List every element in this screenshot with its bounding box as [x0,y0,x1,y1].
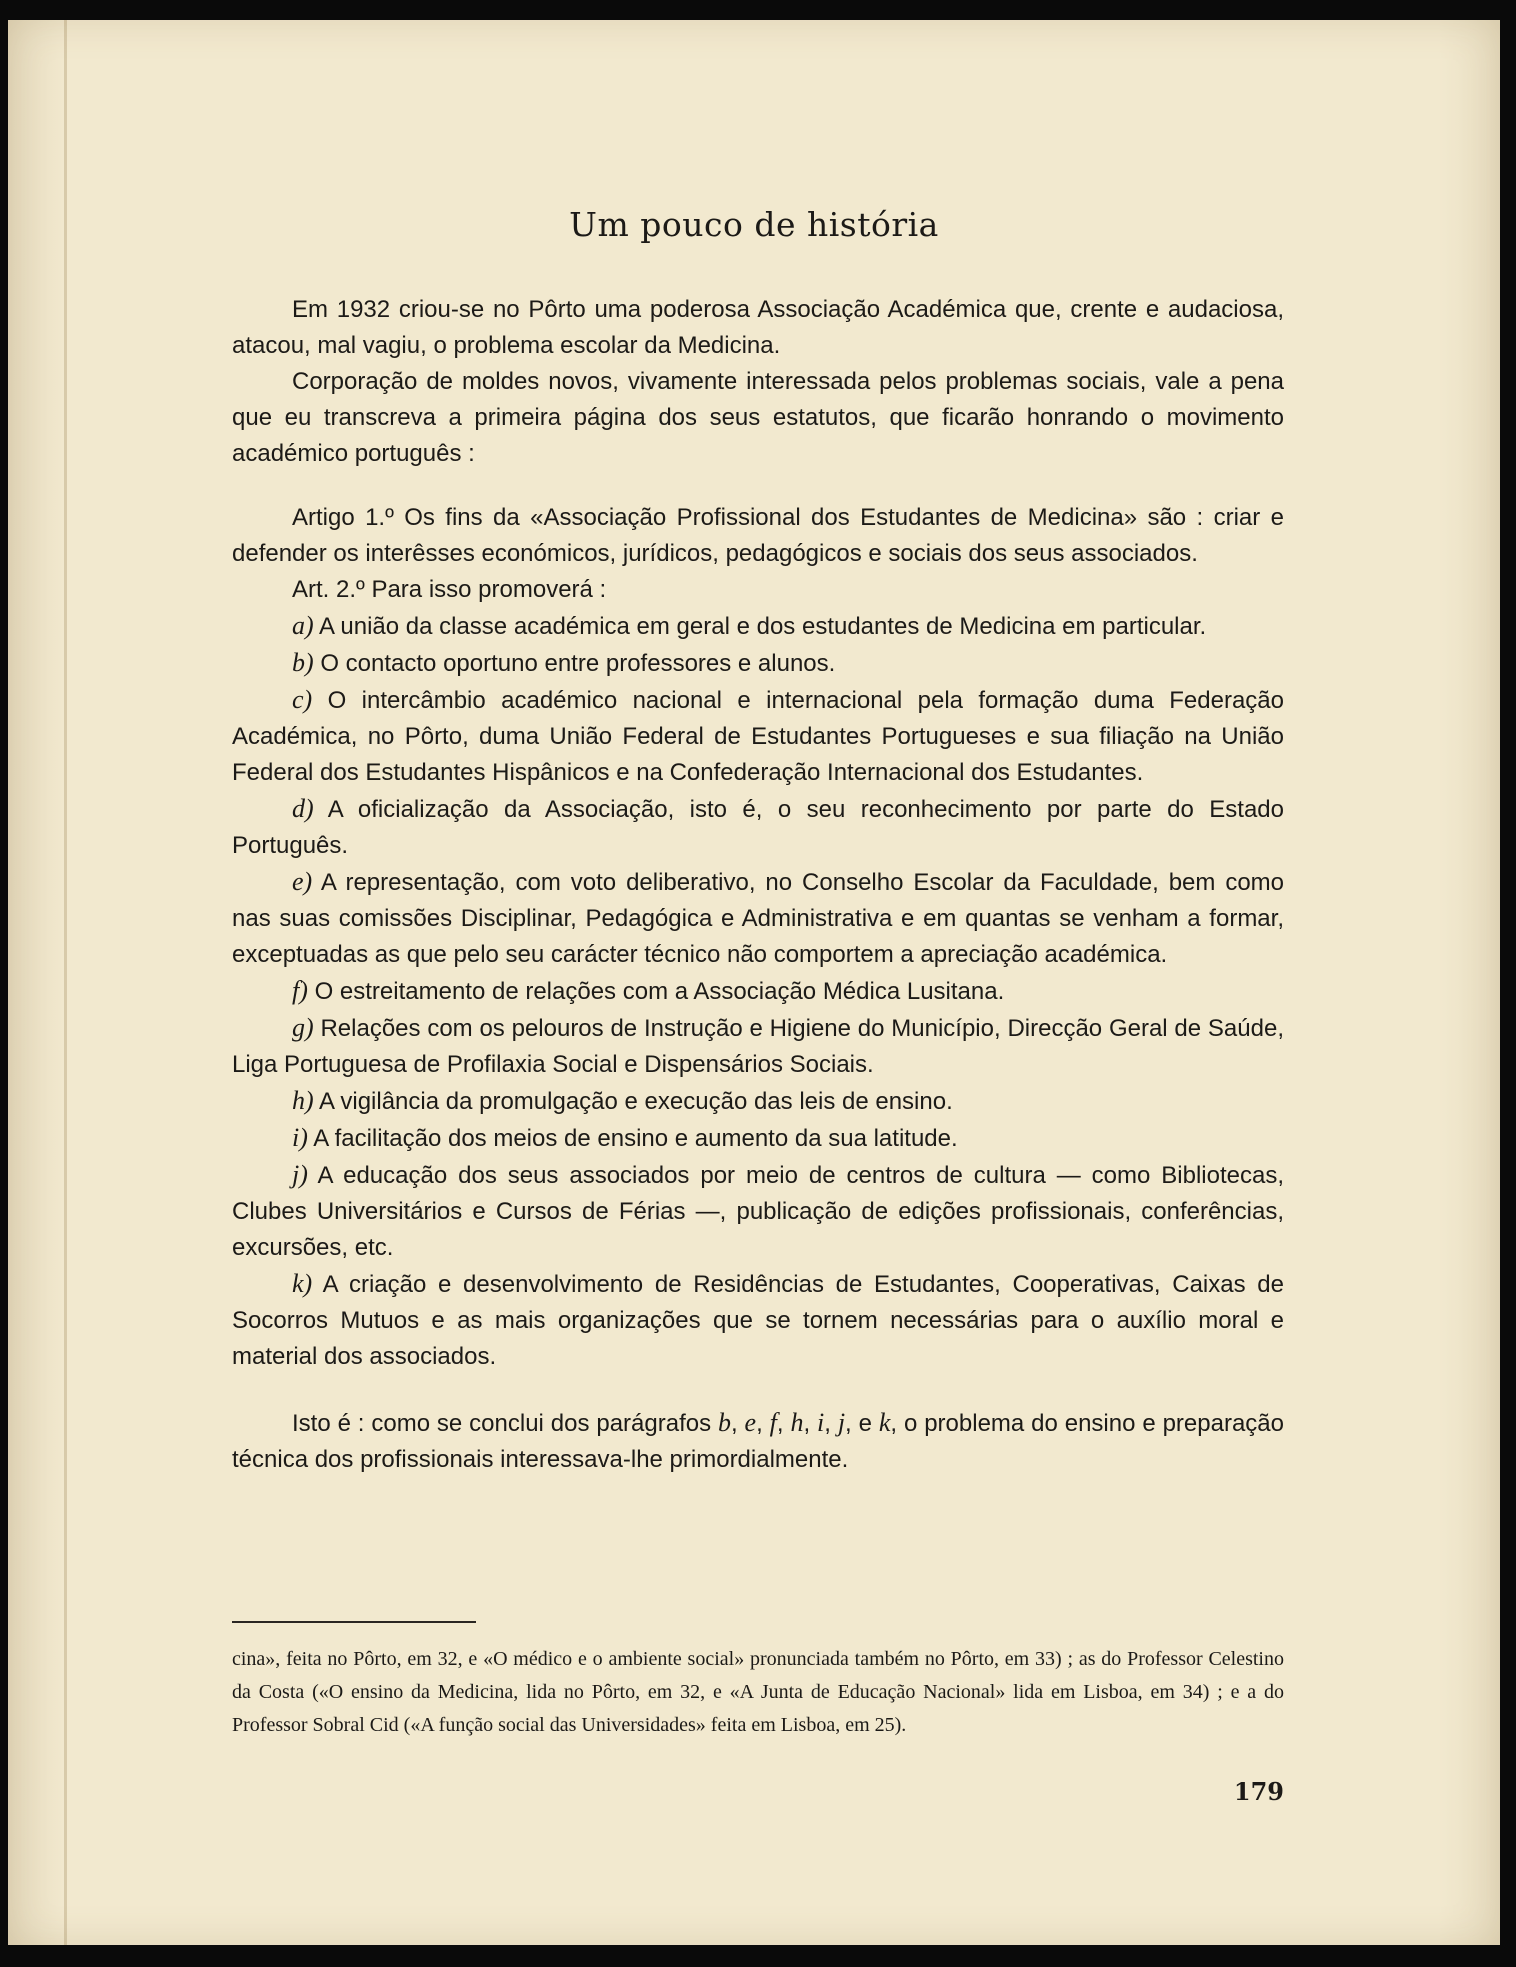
list-item-b [232,645,1284,682]
item-text: A criação e desenvolvimento de Residências de Estudantes, Cooperativas, Caixas de Socorros Mutuos e as mais organizações que se tornem necessárias para o auxílio moral e material dos associados. [232,1271,1284,1370]
conclusion-tail: o problema do ensino e preparação técnica dos profissionais interessava-lhe primordialmente. [232,1410,1284,1473]
footnote-text: cina», feita no Pôrto, em 32, e «O médico e o ambiente social» pronunciada também no Pôrto, em 33) ; as do Professor Celestino da Costa («O ensino da Medicina, lida no Pôrto, em 32, e «A Junta de Educação Nacional» lida em Lisboa, em 34) ; e a do Professor Sobral Cid («A função social das Universidades» feita em Lisboa, em 25). [232,1648,1284,1736]
item-text: A união da classe académica em geral e dos estudantes de Medicina em particular. [319,613,1207,640]
item-letter: h) [292,1086,314,1115]
item-letter: k) [292,1269,313,1298]
conclusion-letter: h [790,1408,804,1437]
paragraph-conclusion: Isto é : como se conclui dos parágrafos b, e, f, h, i, j, e k, o problema do ensino e preparação técnica dos profissionais interessava-lhe primordialmente. [232,1408,1284,1473]
body-text [232,292,1284,1478]
item-letter: a) [292,611,314,640]
list-item-f [232,973,1284,1010]
item-text: O intercâmbio académico nacional e internacional pela formação duma Federação Académica, no Pôrto, duma União Federal de Estudantes Portugueses e sua filiação na União Federal dos Estudantes Hispânicos e na Confederação Internacional dos Estudantes. [232,687,1285,786]
paragraph-intro: Em 1932 criou-se no Pôrto uma poderosa Associação Académica que, crente e audaciosa, atacou, mal vagiu, o problema escolar da Medicina. [232,296,1284,359]
page-number: 179 [1233,1777,1284,1806]
list-item-c [232,682,1284,791]
item-letter: b) [292,648,314,677]
list-item-a [232,608,1284,645]
conclusion-letter: f [769,1408,777,1437]
conclusion-letter: j [837,1408,846,1437]
conclusion-conj: e [858,1410,872,1437]
article-2: Art. 2.º Para isso promoverá : [292,576,607,603]
item-letter: c) [292,685,313,714]
conclusion-letter: b [717,1408,731,1437]
item-text: A vigilância da promulgação e execução das leis de ensino. [319,1088,953,1115]
item-letter: g) [292,1013,314,1042]
list-item-g [232,1010,1284,1083]
list-item-d [232,791,1284,864]
item-text: A oficialização da Associação, isto é, o seu reconhecimento por parte do Estado Português. [232,796,1285,859]
item-letter: j) [292,1160,308,1189]
conclusion-letter: i [817,1408,825,1437]
book-page [8,20,1500,1945]
item-text: A representação, com voto deliberativo, no Conselho Escolar da Faculdade, bem como nas suas comissões Disciplinar, Pedagógica e Administrativa e em quantas se venham a formar, exceptuadas as que pelo seu carácter técnico não comportem a apreciação académica. [232,869,1285,968]
list-item-k [232,1266,1284,1375]
item-text: Relações com os pelouros de Instrução e Higiene do Município, Direcção Geral de Saúde, Liga Portuguesa de Profilaxia Social e Dispensários Sociais. [232,1015,1284,1078]
footnote-divider [232,1621,476,1623]
item-text: A facilitação dos meios de ensino e aumento da sua latitude. [313,1125,958,1152]
item-text: O contacto oportuno entre professores e alunos. [320,650,836,677]
paragraph-corporation: Corporação de moldes novos, vivamente interessada pelos problemas sociais, vale a pena que eu transcreva a primeira página dos seus estatutos, que ficarão honrando o movimento académico português : [232,368,1284,467]
item-letter: i) [292,1123,308,1152]
list-item-i [232,1120,1284,1157]
item-letter: e) [292,867,313,896]
item-letter: f) [292,976,308,1005]
item-letter: d) [292,794,314,823]
page-gutter-fold [64,20,67,1945]
conclusion-letter: k [878,1408,891,1437]
list-item-h [232,1083,1284,1120]
conclusion-lead: Isto é : como se conclui dos parágrafos [292,1410,712,1437]
item-text: A educação dos seus associados por meio de centros de cultura — como Bibliotecas, Clubes Universitários e Cursos de Férias —, publicação de edições profissionais, conferências, excursões, etc. [232,1162,1285,1261]
article-1: Artigo 1.º Os fins da «Associação Profissional dos Estudantes de Medicina» são : criar e defender os interêsses económicos, jurídicos, pedagógicos e sociais dos seus associados. [232,504,1284,567]
section-title: Um pouco de história [569,205,939,244]
list-item-e [232,864,1284,973]
item-text: O estreitamento de relações com a Associação Médica Lusitana. [314,978,1005,1005]
list-item-j [232,1157,1284,1266]
conclusion-letter: e [744,1408,757,1437]
